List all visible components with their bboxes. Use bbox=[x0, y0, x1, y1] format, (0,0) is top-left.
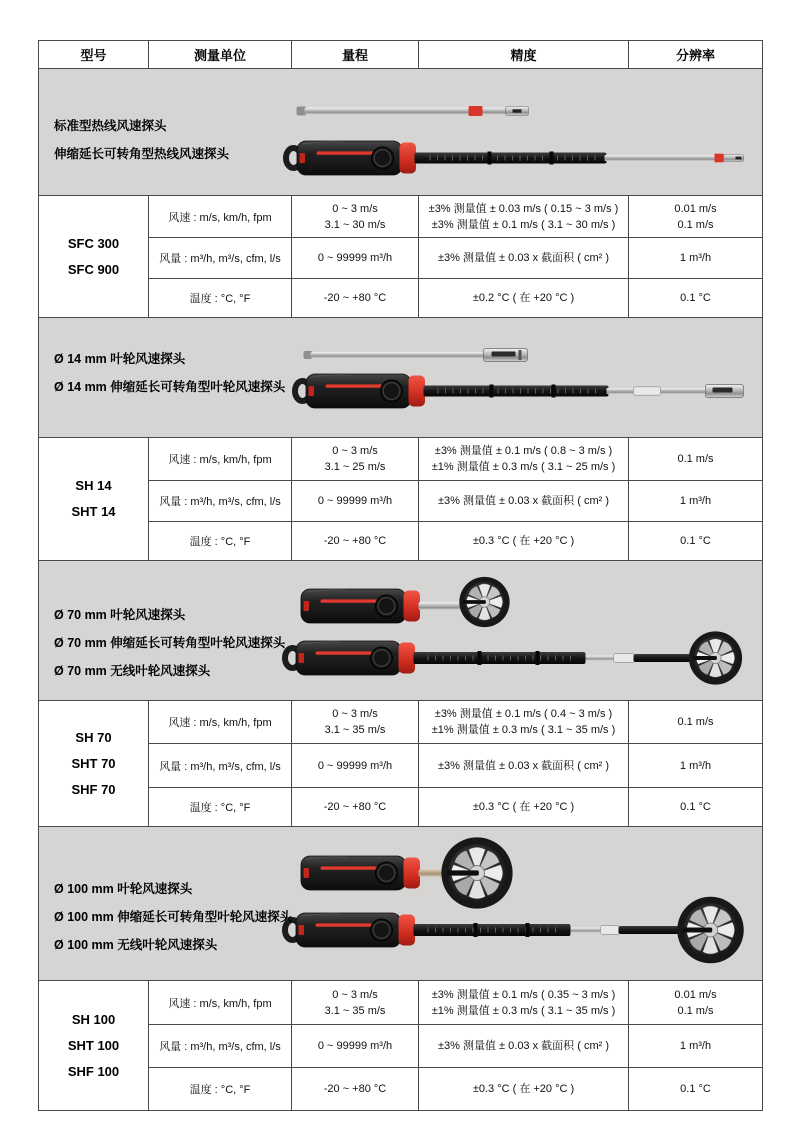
accuracy-cell: ±3% 测量值 ± 0.03 x 截面积 ( cm² ) bbox=[419, 1025, 629, 1068]
range-cell: 0 ~ 99999 m³/h bbox=[292, 238, 419, 279]
header-unit: 测量单位 bbox=[149, 41, 292, 69]
band-label: 标准型热线风速探头 bbox=[54, 119, 167, 133]
model-cell-sh14 bbox=[39, 438, 149, 561]
band-labels-vane100 bbox=[54, 875, 292, 959]
model-name: SHT 70 bbox=[71, 755, 116, 771]
resolution-cell: 1 m³/h bbox=[629, 744, 763, 788]
resolution-cell: 1 m³/h bbox=[629, 238, 763, 279]
range-cell: -20 ~ +80 °C bbox=[292, 1068, 419, 1111]
spec-row bbox=[39, 981, 763, 1025]
band-label: Ø 100 mm 无线叶轮风速探头 bbox=[54, 938, 218, 952]
model-name: SHT 100 bbox=[67, 1037, 120, 1053]
unit-cell: 温度 : °C, °F bbox=[149, 279, 292, 318]
unit-cell: 风量 : m³/h, m³/s, cfm, l/s bbox=[149, 481, 292, 522]
band-labels-vane70 bbox=[54, 601, 285, 685]
model-name: SH 14 bbox=[75, 478, 112, 493]
accuracy-cell: ±3% 测量值 ± 0.03 x 截面积 ( cm² ) bbox=[419, 238, 629, 279]
range-cell: 0 ~ 99999 m³/h bbox=[292, 744, 419, 788]
band-label: Ø 100 mm 叶轮风速探头 bbox=[54, 882, 193, 896]
band-label: 伸缩延长可转角型热线风速探头 bbox=[54, 147, 230, 161]
unit-cell: 温度 : °C, °F bbox=[149, 522, 292, 561]
model-cell-sfc bbox=[39, 196, 149, 318]
resolution-cell: 0.1 °C bbox=[629, 522, 763, 561]
band-row-hotwire bbox=[39, 69, 763, 196]
model-cell-sh100 bbox=[39, 981, 149, 1111]
resolution-cell: 0.01 m/s 0.1 m/s bbox=[629, 981, 763, 1025]
band-label: Ø 70 mm 伸缩延长可转角型叶轮风速探头 bbox=[54, 636, 286, 650]
accuracy-cell: ±0.3 °C ( 在 +20 °C ) bbox=[419, 1068, 629, 1111]
range-cell: 0 ~ 3 m/s 3.1 ~ 35 m/s bbox=[292, 701, 419, 744]
model-name: SH 100 bbox=[71, 1011, 116, 1027]
accuracy-cell: ±3% 测量值 ± 0.1 m/s ( 0.4 ~ 3 m/s ) ±1% 测量值 ± 0.3 m/s ( 3.1 ~ 35 m/s ) bbox=[419, 701, 629, 744]
range-cell: 0 ~ 3 m/s 3.1 ~ 25 m/s bbox=[292, 438, 419, 481]
accuracy-cell: ±3% 测量值 ± 0.1 m/s ( 0.8 ~ 3 m/s ) ±1% 测量值 ± 0.3 m/s ( 3.1 ~ 25 m/s ) bbox=[419, 438, 629, 481]
range-cell: -20 ~ +80 °C bbox=[292, 279, 419, 318]
range-cell: 0 ~ 99999 m³/h bbox=[292, 1025, 419, 1068]
header-row bbox=[39, 41, 763, 69]
spec-row bbox=[39, 701, 763, 744]
unit-cell: 温度 : °C, °F bbox=[149, 1068, 292, 1111]
range-cell: -20 ~ +80 °C bbox=[292, 522, 419, 561]
accuracy-cell: ±3% 测量值 ± 0.03 m/s ( 0.15 ~ 3 m/s ) ±3% 测量值 ± 0.1 m/s ( 3.1 ~ 30 m/s ) bbox=[419, 196, 629, 238]
unit-cell: 风量 : m³/h, m³/s, cfm, l/s bbox=[149, 1025, 292, 1068]
resolution-cell: 0.1 m/s bbox=[629, 438, 763, 481]
resolution-cell: 0.1 °C bbox=[629, 1068, 763, 1111]
unit-cell: 风速 : m/s, km/h, fpm bbox=[149, 196, 292, 238]
resolution-cell: 0.1 m/s bbox=[629, 701, 763, 744]
spec-row bbox=[39, 438, 763, 481]
resolution-cell: 0.1 °C bbox=[629, 788, 763, 827]
unit-cell: 温度 : °C, °F bbox=[149, 788, 292, 827]
unit-cell: 风量 : m³/h, m³/s, cfm, l/s bbox=[149, 238, 292, 279]
range-cell: 0 ~ 3 m/s 3.1 ~ 35 m/s bbox=[292, 981, 419, 1025]
model-name: SFC 900 bbox=[67, 261, 120, 277]
unit-cell: 风速 : m/s, km/h, fpm bbox=[149, 701, 292, 744]
header-model: 型号 bbox=[39, 41, 149, 69]
model-name: SH 70 bbox=[75, 729, 112, 745]
band-row-vane100 bbox=[39, 827, 763, 981]
spec-row bbox=[39, 196, 763, 238]
header-resolution: 分辨率 bbox=[629, 41, 763, 69]
accuracy-cell: ±3% 测量值 ± 0.03 x 截面积 ( cm² ) bbox=[419, 744, 629, 788]
range-cell: -20 ~ +80 °C bbox=[292, 788, 419, 827]
range-cell: 0 ~ 99999 m³/h bbox=[292, 481, 419, 522]
resolution-cell: 0.01 m/s 0.1 m/s bbox=[629, 196, 763, 238]
band-label: Ø 14 mm 叶轮风速探头 bbox=[54, 352, 186, 366]
resolution-cell: 0.1 °C bbox=[629, 279, 763, 318]
accuracy-cell: ±3% 测量值 ± 0.1 m/s ( 0.35 ~ 3 m/s ) ±1% 测量值 ± 0.3 m/s ( 3.1 ~ 35 m/s ) bbox=[419, 981, 629, 1025]
band-row-vane14 bbox=[39, 318, 763, 438]
header-range: 量程 bbox=[292, 41, 419, 69]
resolution-cell: 1 m³/h bbox=[629, 481, 763, 522]
range-cell: 0 ~ 3 m/s 3.1 ~ 30 m/s bbox=[292, 196, 419, 238]
model-name: SHF 100 bbox=[67, 1063, 120, 1079]
model-name: SHT 14 bbox=[71, 504, 116, 519]
band-label: Ø 70 mm 无线叶轮风速探头 bbox=[54, 664, 211, 678]
accuracy-cell: ±0.3 °C ( 在 +20 °C ) bbox=[419, 788, 629, 827]
band-label: Ø 100 mm 伸缩延长可转角型叶轮风速探头 bbox=[54, 910, 293, 924]
unit-cell: 风速 : m/s, km/h, fpm bbox=[149, 981, 292, 1025]
band-row-vane70 bbox=[39, 561, 763, 701]
resolution-cell: 1 m³/h bbox=[629, 1025, 763, 1068]
model-name: SFC 300 bbox=[67, 235, 120, 251]
unit-cell: 风速 : m/s, km/h, fpm bbox=[149, 438, 292, 481]
probe-spec-table bbox=[38, 40, 763, 1111]
band-label: Ø 70 mm 叶轮风速探头 bbox=[54, 608, 186, 622]
band-labels-vane14 bbox=[54, 345, 285, 401]
unit-cell: 风量 : m³/h, m³/s, cfm, l/s bbox=[149, 744, 292, 788]
model-cell-sh70 bbox=[39, 701, 149, 827]
accuracy-cell: ±0.3 °C ( 在 +20 °C ) bbox=[419, 522, 629, 561]
accuracy-cell: ±0.2 °C ( 在 +20 °C ) bbox=[419, 279, 629, 318]
accuracy-cell: ±3% 测量值 ± 0.03 x 截面积 ( cm² ) bbox=[419, 481, 629, 522]
header-accuracy: 精度 bbox=[419, 41, 629, 69]
model-name: SHF 70 bbox=[71, 781, 116, 797]
band-label: Ø 14 mm 伸缩延长可转角型叶轮风速探头 bbox=[54, 380, 286, 394]
band-labels-hotwire bbox=[54, 112, 229, 168]
